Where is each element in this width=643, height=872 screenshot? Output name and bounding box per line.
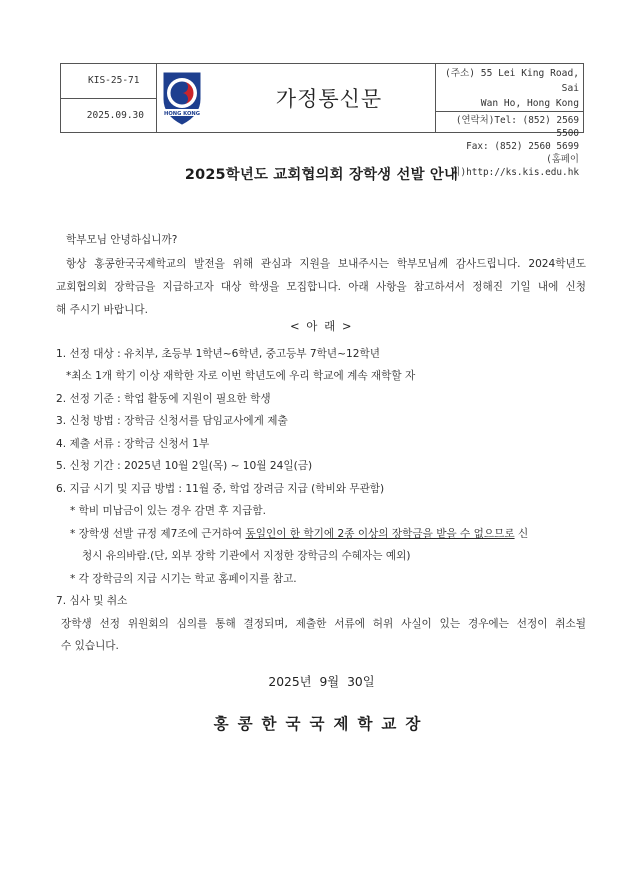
note-2-underlined: 동일인이 한 학기에 2종 이상의 장학금을 받을 수 없으므로 [245, 528, 515, 540]
fax-line: Fax: (852) 2560 5699 [466, 141, 579, 152]
item-6-note-2 [70, 526, 528, 541]
intro-line-1: 항상 홍콩한국국제학교의 발전을 위해 관심과 지원을 보내주시는 학부모님께 감사드립니다. 2024학년도 [66, 258, 586, 270]
item-7-line-2: 수 있습니다. [61, 640, 119, 652]
school-principal-name: 홍콩한국국제학교장 [213, 715, 430, 733]
school-logo [157, 64, 207, 132]
doc-code: KIS-25-71 [61, 64, 156, 99]
svg-text:HONG KONG: HONG KONG [164, 110, 200, 117]
item-3: 3. 신청 방법 : 장학금 신청서를 담임교사에게 제출 [56, 415, 288, 427]
item-2: 2. 선정 기준 : 학업 활동에 지원이 필요한 학생 [56, 393, 271, 405]
address-line-2: Wan Ho, Hong Kong [480, 98, 579, 109]
address-line-1: (주소) 55 Lei King Road, Sai [444, 68, 579, 94]
school-crest-icon [159, 69, 205, 127]
intro-line-2: 교회협의회 장학금을 지급하고자 대상 학생을 모집합니다. 아래 사항을 참고하셔서 정해진 기일 내에 신청 [56, 281, 586, 293]
item-6-note-2-cont: 청시 유의바람.(단, 외부 장학 기관에서 지정한 장학금의 수혜자는 예외) [82, 550, 411, 562]
item-1: 1. 선정 대상 : 유치부, 초등부 1학년~6학년, 중고등부 7학년~12학년 [56, 348, 380, 360]
item-7: 7. 심사 및 취소 [56, 595, 128, 607]
signed-date: 2025년 9월 30일 [268, 675, 375, 689]
greeting: 학부모님 안녕하십니까? [66, 234, 178, 246]
intro-line-3: 해 주시기 바랍니다. [56, 304, 148, 316]
item-4: 4. 제출 서류 : 장학금 신청서 1부 [56, 438, 210, 450]
item-1-note: *최소 1개 학기 이상 재학한 자로 이번 학년도에 우리 학교에 계속 재학할 자 [66, 370, 416, 382]
doc-meta [61, 64, 157, 132]
document-title: 2025학년도 교회협의회 장학생 선발 안내 [184, 167, 459, 183]
item-6-note-3: * 각 장학금의 지급 시기는 학교 홈페이지를 참고. [70, 573, 297, 585]
tel-line: (연락처)Tel: (852) 2569 5500 [455, 115, 579, 139]
note-2-start: * 장학생 선발 규정 제7조에 근거하여 [70, 528, 246, 540]
item-7-line-1: 장학생 선정 위원회의 심의를 통해 결정되며, 제출한 서류에 허위 사실이 있는 경우에는 선정이 취소될 [61, 618, 586, 630]
notice-type-title: 가정통신문 [207, 64, 436, 132]
below-heading: < 아 래 > [290, 319, 353, 333]
item-6: 6. 지급 시기 및 지급 방법 : 11월 중, 학업 장려금 지급 (학비와 무관함) [56, 483, 385, 495]
school-address [436, 64, 583, 112]
item-6-note-1: * 학비 미납금이 있는 경우 감면 후 지급함. [70, 505, 266, 517]
note-2-end: 신 [514, 528, 529, 540]
doc-date: 2025.09.30 [86, 109, 144, 121]
homepage-line: (홈페이지)http://ks.kis.edu.hk [451, 154, 579, 178]
item-5: 5. 신청 기간 : 2025년 10월 2일(목) ~ 10월 24일(금) [56, 460, 313, 472]
school-contact [436, 64, 583, 178]
